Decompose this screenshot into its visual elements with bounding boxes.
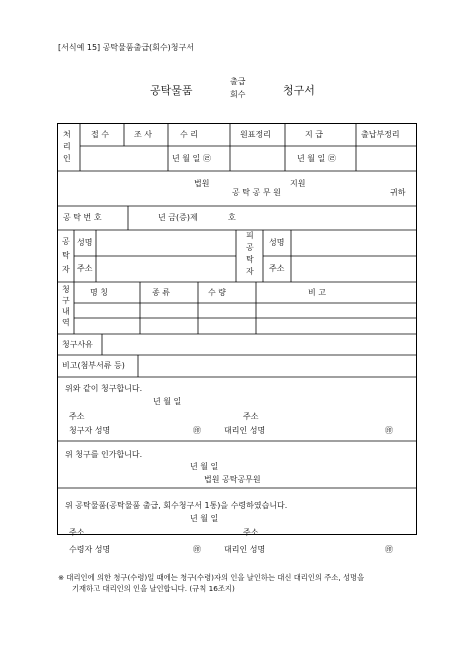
form-number: [서식예 15] 공탁물품출급(회수)청구서 (58, 43, 194, 52)
approval-date: 년 월 일 (190, 462, 219, 471)
receiver-addr-label: 주소 (69, 528, 85, 537)
claim-col-kind: 종 류 (152, 288, 170, 297)
form-title-suffix: 청구서 (283, 84, 315, 97)
col-acceptance: 수 리 (180, 130, 198, 139)
claim-side-2: 구 (62, 296, 70, 305)
claim-side-1: 청 (62, 285, 70, 294)
title-option-lower: 회수 (230, 90, 246, 99)
depositor-side-1: 공 (62, 237, 70, 246)
receiver-name-label: 수령자 성명 (69, 545, 111, 554)
receipt-text: 위 공탁물품(공탁물품 출급, 회수청구서 1통)을 수령하였습니다. (65, 501, 288, 510)
claimant-addr-label: 주소 (69, 412, 85, 421)
deposit-number-label: 공 탁 번 호 (63, 213, 102, 222)
claimant-seal: ㊞ (193, 426, 201, 435)
col-review: 조 사 (134, 130, 152, 139)
beneficiary-addr-label: 주소 (269, 264, 285, 273)
claim-side-4: 역 (62, 318, 70, 327)
proxy-addr-label: 주소 (243, 412, 259, 421)
court-label: 법원 (194, 179, 210, 188)
title-option-upper: 출급 (230, 77, 246, 86)
claim-col-qty: 수 량 (208, 288, 226, 297)
statement-date: 년 월 일 (153, 397, 182, 406)
footnote-line-1: ※ 대리인에 의한 청구(수령)일 때에는 청구(수령)자의 인을 날인하는 대신 대리인의 주소, 성명을 (58, 573, 365, 582)
col-ledger: 원표정리 (240, 130, 271, 139)
claim-reason-label: 청구사유 (62, 340, 93, 349)
approval-text: 위 청구를 인가합니다. (65, 450, 143, 459)
receipt-proxy-name-label: 대리인 성명 (224, 545, 266, 554)
col-payment: 지 급 (305, 130, 323, 139)
statement-text: 위와 같이 청구합니다. (65, 384, 143, 393)
processing-side-1: 처 (63, 130, 71, 139)
receipt-proxy-seal: ㊞ (385, 545, 393, 554)
acceptance-date: 년 월 일 ㉣ (172, 154, 211, 163)
officer-label: 공 탁 공 무 원 (232, 188, 281, 197)
col-cashbook: 출납부정리 (361, 130, 400, 139)
depositor-name-label: 성명 (77, 238, 93, 247)
claim-col-name: 명 칭 (90, 288, 108, 297)
branch-label: 지원 (290, 179, 306, 188)
depositor-side-3: 자 (62, 265, 70, 274)
proxy-seal: ㊞ (385, 426, 393, 435)
claim-col-note: 비 고 (308, 288, 326, 297)
deposit-no-label: 호 (228, 213, 236, 222)
attachments-label: 비고(첨부서류 등) (62, 361, 125, 370)
beneficiary-side-3: 탁 (246, 255, 254, 264)
approval-officer: 법원 공탁공무원 (204, 475, 261, 484)
deposit-year-label: 년 금(증)제 (158, 213, 198, 222)
beneficiary-side-2: 공 (246, 243, 254, 252)
beneficiary-side-4: 자 (246, 267, 254, 276)
depositor-addr-label: 주소 (77, 264, 93, 273)
processing-side-2: 리 (63, 142, 71, 151)
receiver-seal: ㊞ (193, 545, 201, 554)
processing-side-3: 인 (63, 154, 71, 163)
beneficiary-name-label: 성명 (269, 238, 285, 247)
depositor-side-2: 탁 (62, 251, 70, 260)
receipt-date: 년 월 일 (190, 514, 219, 523)
honorific: 귀하 (390, 188, 406, 197)
payment-date: 년 월 일 ㉣ (297, 154, 336, 163)
claimant-name-label: 청구자 성명 (69, 426, 111, 435)
claim-side-3: 내 (62, 307, 70, 316)
proxy-name-label: 대리인 성명 (224, 426, 266, 435)
beneficiary-side-1: 피 (246, 231, 254, 240)
footnote-line-2: 기재하고 대리인의 인을 날인합니다. (규칙 16조지) (72, 584, 235, 593)
col-receipt: 접 수 (91, 130, 109, 139)
form-title: 공탁물품 (150, 84, 193, 97)
receipt-proxy-addr-label: 주소 (243, 528, 259, 537)
